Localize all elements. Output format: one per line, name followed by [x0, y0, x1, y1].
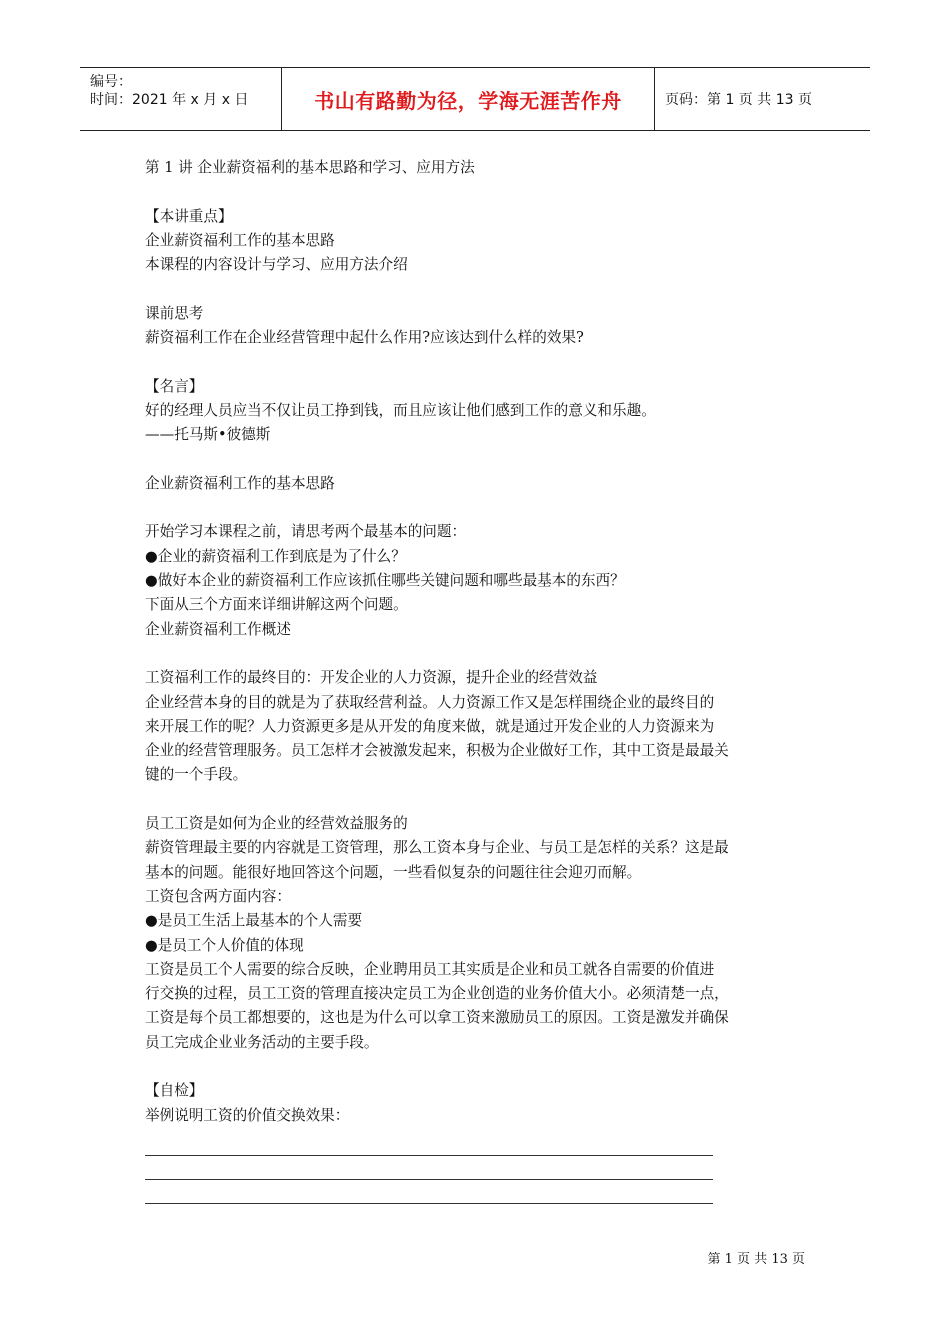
quote-heading: 【名言】 [145, 377, 204, 395]
page-footer: 第 1 页 共 13 页 [707, 1252, 805, 1267]
doc-number-label: 编号： [90, 74, 132, 90]
wage-content-item: ●是员工生活上最基本的个人需要 [145, 912, 363, 930]
document-body [145, 156, 810, 1204]
wage-paragraph-line: 薪资管理最主要的内容就是工资管理，那么工资本身与企业、与员工是怎样的关系？这是最 [145, 839, 729, 857]
wage-heading: 员工工资是如何为企业的经营效益服务的 [145, 815, 408, 833]
focus-item: 本课程的内容设计与学习、应用方法介绍 [145, 256, 408, 274]
wage-paragraph-line: 工资是员工个人需要的综合反映，企业聘用员工其实质是企业和员工就各自需要的价值进 [145, 960, 715, 978]
intro-followup: 下面从三个方面来详细讲解这两个问题。 [145, 596, 408, 614]
goal-paragraph-line: 来开展工作的呢？人力资源更多是从开发的角度来做，就是通过开发企业的人力资源来为 [145, 717, 715, 735]
goal-paragraph-line: 企业的经营管理服务。员工怎样才会被激发起来，积极为企业做好工作，其中工资是最最关 [145, 742, 729, 760]
goal-paragraph-line: 键的一个手段。 [145, 766, 248, 784]
header-meta-cell [80, 68, 282, 130]
focus-item: 企业薪资福利工作的基本思路 [145, 231, 335, 249]
intro-question: ●做好本企业的薪资福利工作应该抓住哪些关键问题和哪些最基本的东西？ [145, 572, 625, 590]
page-header [80, 67, 870, 131]
answer-line[interactable] [145, 1156, 713, 1180]
goal-paragraph-line: 企业经营本身的目的就是为了获取经营利益。人力资源工作又是怎样围绕企业的最终目的 [145, 693, 715, 711]
wage-paragraph-line: 员工完成企业业务活动的主要手段。 [145, 1033, 379, 1051]
goal-heading: 工资福利工作的最终目的：开发企业的人力资源，提升企业的经营效益 [145, 669, 598, 687]
section-title: 企业薪资福利工作的基本思路 [145, 474, 335, 492]
lecture-title: 第 1 讲 企业薪资福利的基本思路和学习、应用方法 [145, 159, 475, 176]
answer-lines [145, 1132, 810, 1204]
intro-question: ●企业的薪资福利工作到底是为了什么？ [145, 547, 406, 565]
selfcheck-heading: 【自检】 [145, 1082, 204, 1100]
header-page-info: 页码：第 1 页 共 13 页 [665, 92, 812, 108]
prethink-question: 薪资福利工作在企业经营管理中起什么作用?应该达到什么样的效果? [145, 329, 584, 347]
selfcheck-prompt: 举例说明工资的价值交换效果： [145, 1106, 350, 1124]
prethink-heading: 课前思考 [145, 304, 204, 322]
intro-lead: 开始学习本课程之前，请思考两个最基本的问题： [145, 523, 467, 541]
quote-text: 好的经理人员应当不仅让员工挣到钱，而且应该让他们感到工作的意义和乐趣。 [145, 401, 656, 419]
quote-author: ——托马斯•彼德斯 [145, 426, 271, 444]
overview-heading: 企业薪资福利工作概述 [145, 620, 291, 638]
wage-paragraph-line: 工资是每个员工都想要的，这也是为什么可以拿工资来激励员工的原因。工资是激发并确保 [145, 1009, 729, 1027]
wage-paragraph-line: 行交换的过程，员工工资的管理直接决定员工为企业创造的业务价值大小。必须清楚一点， [145, 985, 729, 1003]
answer-line[interactable] [145, 1132, 713, 1156]
motto-text: 书山有路勤为径，学海无涯苦作舟 [314, 88, 622, 113]
focus-heading: 【本讲重点】 [145, 207, 233, 225]
wage-paragraph-line: 基本的问题。能很好地回答这个问题，一些看似复杂的问题往往会迎刃而解。 [145, 863, 642, 881]
wage-contents-lead: 工资包含两方面内容： [145, 887, 291, 905]
answer-line[interactable] [145, 1180, 713, 1204]
date-label: 时间：2021 年 x 月 x 日 [90, 92, 249, 108]
wage-content-item: ●是员工个人价值的体现 [145, 936, 304, 954]
header-motto-cell [282, 68, 655, 130]
